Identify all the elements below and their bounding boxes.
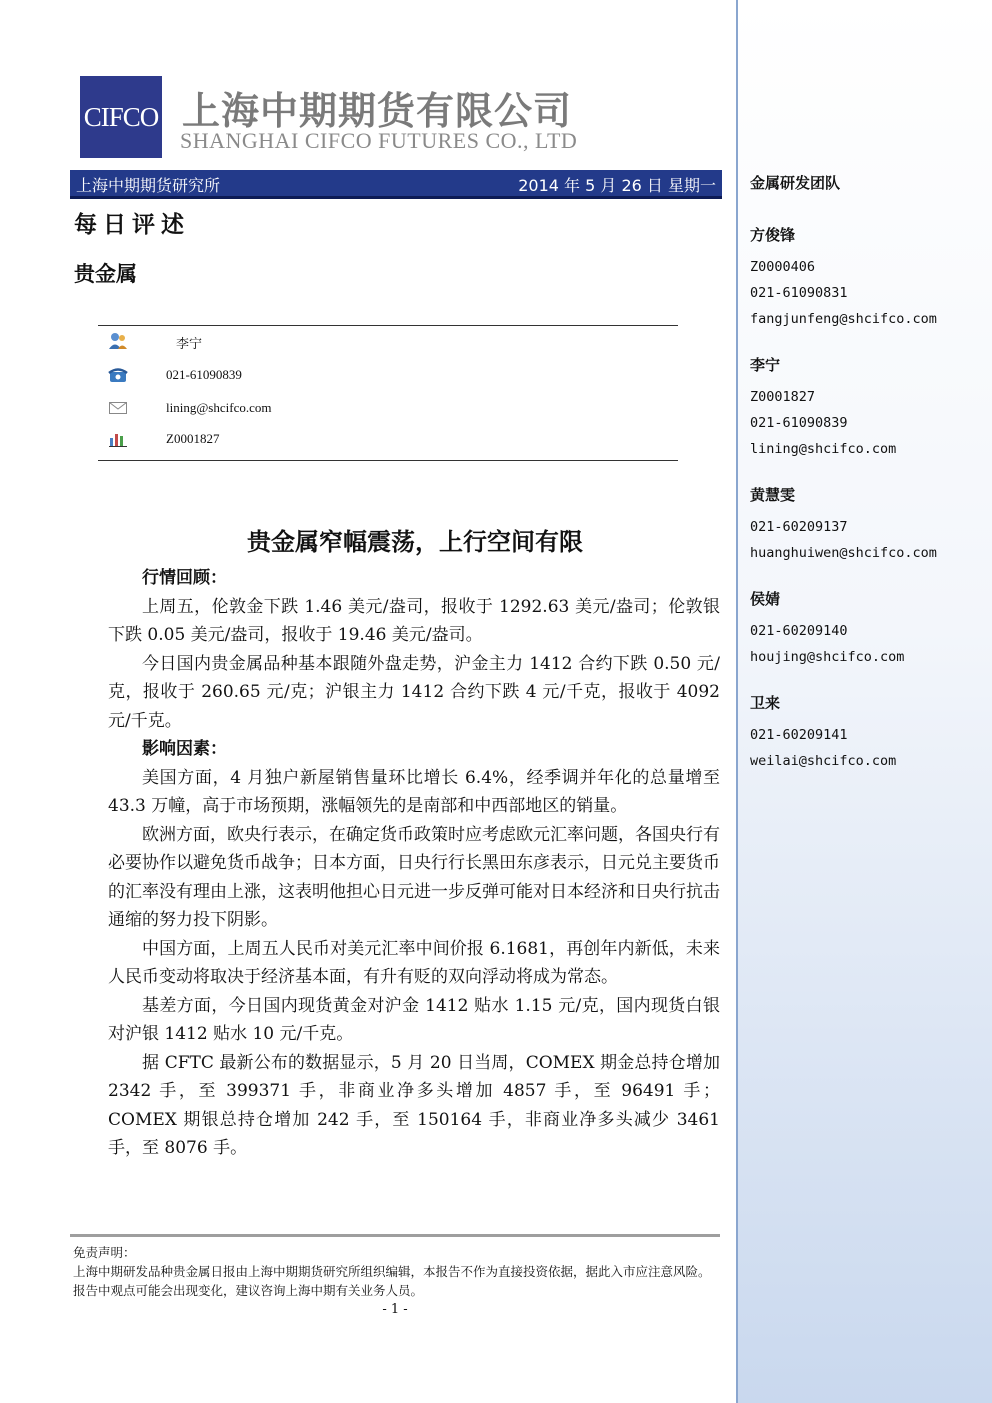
contact-card <box>750 692 896 774</box>
paragraph-1: 上周五，伦敦金下跌 1.46 美元/盎司，报收于 1292.63 美元/盎司；伦敦银下跌 0.05 美元/盎司，报收于 19.46 美元/盎司。 <box>108 596 720 645</box>
team-title: 金属研发团队 <box>750 174 841 192</box>
contact-card <box>750 484 937 566</box>
paragraph-7: 据 CFTC 最新公布的数据显示，5 月 20 日当周，COMEX 期金总持仓增加 2342 手，至 399371 手，非商业净多头增加 4857 手，至 96491 手；COMEX 期银总持仓增加 242 手，至 150164 手，非商业净多头减少 3461 手，至 8076 手。 <box>108 1052 720 1158</box>
contact-phone: 021-60209140 <box>750 623 848 639</box>
contact-email[interactable]: fangjunfeng@shcifco.com <box>750 311 937 327</box>
author-email[interactable]: lining@shcifco.com <box>166 400 272 415</box>
contact-card <box>750 354 896 462</box>
contact-name: 侯婧 <box>750 590 781 608</box>
contact-phone: 021-61090831 <box>750 285 848 301</box>
chart-icon <box>108 430 128 448</box>
contact-license: Z0001827 <box>750 389 816 405</box>
contact-license: Z0000406 <box>750 259 816 275</box>
section-subtitle: 贵金属 <box>74 262 137 286</box>
author-license: Z0001827 <box>166 431 220 446</box>
phone-icon <box>108 366 128 384</box>
contact-phone: 021-61090839 <box>750 415 848 431</box>
disclaimer-label: 免责声明： <box>73 1245 136 1260</box>
company-logo <box>80 76 162 158</box>
section-title: 每日评述 <box>74 212 190 238</box>
contact-email[interactable]: huanghuiwen@shcifco.com <box>750 545 937 561</box>
paragraph-3: 美国方面，4 月独户新屋销售量环比增长 6.4%，经季调并年化的总量增至 43.3 万幢，高于市场预期，涨幅领先的是南部和中西部地区的销量。 <box>108 767 720 816</box>
banner-date: 2014 年 5 月 26 日 星期一 <box>518 176 716 195</box>
contact-name: 方俊锋 <box>750 226 796 244</box>
paragraph-5: 中国方面，上周五人民币对美元汇率中间价报 6.1681，再创年内新低，未来人民币变动将取决于经济基本面，有升有贬的双向浮动将成为常态。 <box>108 938 720 987</box>
author-box <box>98 325 678 461</box>
header-banner <box>70 170 722 199</box>
article-body <box>108 564 720 1163</box>
sidebar <box>736 0 992 1403</box>
contact-phone: 021-60209141 <box>750 727 848 743</box>
company-name-cn: 上海中期期货有限公司 <box>182 89 573 133</box>
company-name-en: SHANGHAI CIFCO FUTURES CO., LTD <box>180 128 578 153</box>
contact-email[interactable]: lining@shcifco.com <box>750 441 897 457</box>
page-number: - 1 - <box>382 1302 408 1317</box>
contact-email[interactable]: houjing@shcifco.com <box>750 649 905 665</box>
article-title: 贵金属窄幅震荡，上行空间有限 <box>247 528 583 556</box>
heading-market-review: 行情回顾： <box>142 568 227 588</box>
contact-name: 李宁 <box>750 356 781 374</box>
heading-factors: 影响因素： <box>142 739 227 759</box>
contact-card <box>750 224 937 332</box>
banner-institute: 上海中期期货研究所 <box>76 176 221 195</box>
contact-name: 黄慧雯 <box>750 486 796 504</box>
contact-email[interactable]: weilai@shcifco.com <box>750 753 897 769</box>
contact-name: 卫来 <box>750 694 781 712</box>
disclaimer <box>73 1243 721 1300</box>
paragraph-2: 今日国内贵金属品种基本跟随外盘走势，沪金主力 1412 合约下跌 0.50 元/克，报收于 260.65 元/克；沪银主力 1412 合约下跌 4 元/千克，报收于 4092 元/千克。 <box>108 653 720 731</box>
disclaimer-text: 上海中期研发品种贵金属日报由上海中期期货研究所组织编辑，本报告不作为直接投资依据，据此入市应注意风险。报告中观点可能会出现变化，建议咨询上海中期有关业务人员。 <box>73 1264 711 1298</box>
author-name: 李宁 <box>176 336 203 351</box>
contact-phone: 021-60209137 <box>750 519 848 535</box>
paragraph-6: 基差方面，今日国内现货黄金对沪金 1412 贴水 1.15 元/克，国内现货白银对沪银 1412 贴水 10 元/千克。 <box>108 995 720 1044</box>
footer-divider <box>70 1234 720 1237</box>
logo-text: CIFCO <box>83 102 159 132</box>
paragraph-4: 欧洲方面，欧央行表示，在确定货币政策时应考虑欧元汇率问题，各国央行有必要协作以避免货币战争；日本方面，日央行行长黑田东彦表示，日元兑主要货币的汇率没有理由上涨，这表明他担心日元进一步反弹可能对日本经济和日央行抗击通缩的努力投下阴影。 <box>108 824 720 930</box>
contact-card <box>750 588 904 670</box>
person-icon <box>108 332 128 350</box>
author-phone: 021-61090839 <box>166 367 242 382</box>
mail-icon <box>108 399 128 417</box>
